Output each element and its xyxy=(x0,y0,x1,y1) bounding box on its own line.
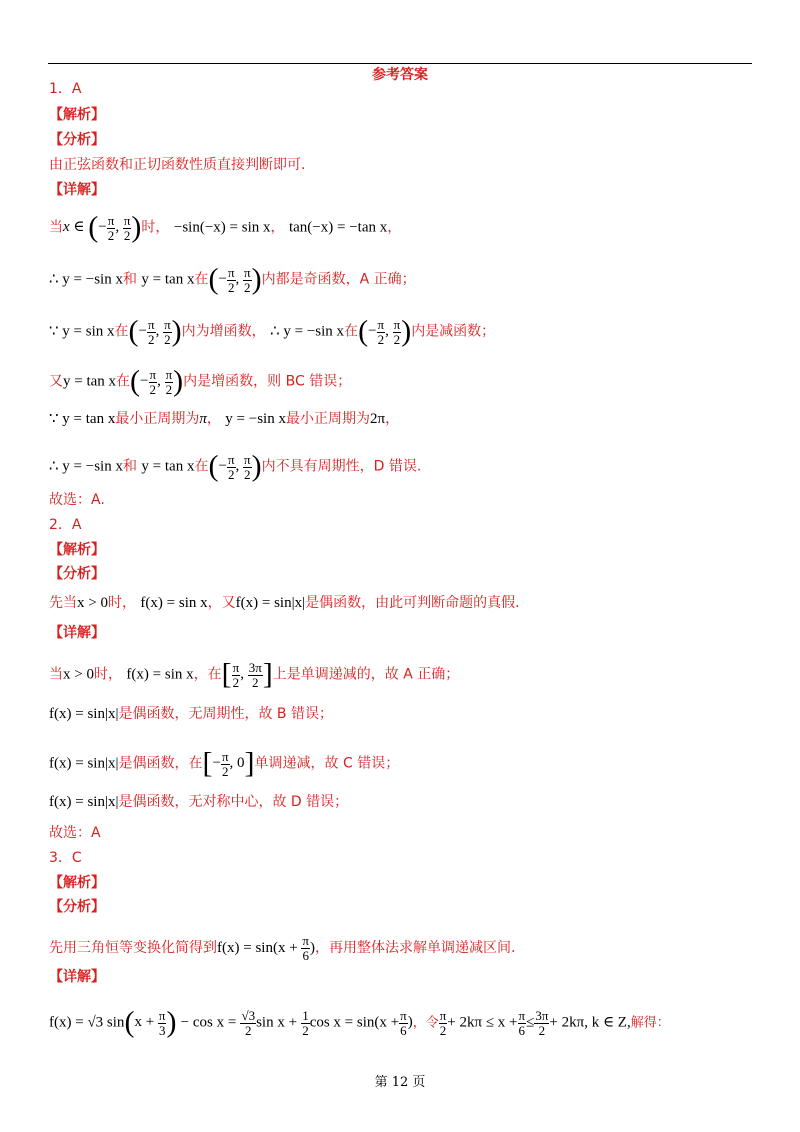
q1-fenxi: 【分析】 xyxy=(49,132,105,148)
q1-answer: 故选：A. xyxy=(49,492,105,508)
q2-number: 2．A xyxy=(49,517,82,533)
q2-line1: 当x > 0时， f(x) = sin x，在[ $\frac{\pi}{2}$ , $\frac{3\pi}{2}$ ]上是单调递减的，故 A 正确； xyxy=(49,658,460,691)
q1-jiexi: 【解析】 xyxy=(49,107,105,123)
q1-xiangjie: 【详解】 xyxy=(49,182,105,198)
q1-line6: ∴ y = −sin x和 y = tan x在(− $\frac{\pi}{2}$ , $\frac{\pi}{2}$ )内不具有周期性，D 错误. xyxy=(49,450,422,483)
q1-fenxi-text: 由正弦函数和正切函数性质直接判断即可. xyxy=(49,157,306,173)
page-number: 第 12 页 xyxy=(374,1075,426,1090)
q3-fenxi-text: 先用三角恒等变换化简得到f(x) = sin(x + $\frac{\pi}{6}$ )，再用整体法求解单调递减区间. xyxy=(49,933,516,963)
q1-line1: 当x ∈ (− $\frac{\pi}{2}$ , $\frac{\pi}{2}$ )时， −sin(−x) = sin x， tan(−x) = −tan x， xyxy=(49,211,402,244)
q1-line3: ∵ y = sin x在(− $\frac{\pi}{2}$ , $\frac{\pi}{2}$ )内为增函数， ∴ y = −sin x在(− $\frac{\pi}{2}$ , $\frac{\pi}{2}$ )内是减函数； xyxy=(49,315,496,348)
q2-line3: f(x) = sin|x|是偶函数，在[− $\frac{\pi}{2}$ , 0]单调递减，故 C 错误； xyxy=(49,747,400,780)
q1-line2: ∴ y = −sin x和 y = tan x在(− $\frac{\pi}{2}$ , $\frac{\pi}{2}$ )内都是奇函数，A 正确； xyxy=(49,263,416,296)
q2-line4: f(x) = sin|x|是偶函数，无对称中心，故 D 错误； xyxy=(49,794,349,810)
q2-fenxi: 【分析】 xyxy=(49,566,105,582)
q1-line4: 又y = tan x在(− $\frac{\pi}{2}$ , $\frac{\pi}{2}$ )内是增函数，则 BC 错误； xyxy=(49,365,352,398)
q1-line5: ∵ y = tan x最小正周期为π， y = −sin x最小正周期为2π， xyxy=(49,411,400,427)
q2-xiangjie: 【详解】 xyxy=(49,625,105,641)
q2-jiexi: 【解析】 xyxy=(49,542,105,558)
q3-xiangjie: 【详解】 xyxy=(49,969,105,985)
q2-line2: f(x) = sin|x|是偶函数，无周期性，故 B 错误； xyxy=(49,706,333,722)
q1-number: 1．A xyxy=(49,81,82,97)
q3-jiexi: 【解析】 xyxy=(49,875,105,891)
page-title: 参考答案 xyxy=(372,67,428,83)
q3-number: 3．C xyxy=(49,850,82,866)
q2-answer: 故选：A xyxy=(49,825,101,841)
q3-line1: f(x) = √3 sin(x + $\frac{\pi}{3}$ ) − cos x = $\frac{√3}{2}$ sin x + $\frac{1}{2}$ cos x = sin(x + $\frac{\pi}{6}$ )，令 $\frac{\pi}{2}$ + 2kπ ≤ x + $\frac{\pi}{6}$ ≤ $\frac{3\pi}{2}$ + 2kπ, k ∈ Z,解得： xyxy=(49,1006,670,1039)
q2-fenxi-text: 先当x > 0时， f(x) = sin x，又f(x) = sin|x|是偶函数，由此可判断命题的真假. xyxy=(49,595,520,611)
q3-fenxi: 【分析】 xyxy=(49,899,105,915)
